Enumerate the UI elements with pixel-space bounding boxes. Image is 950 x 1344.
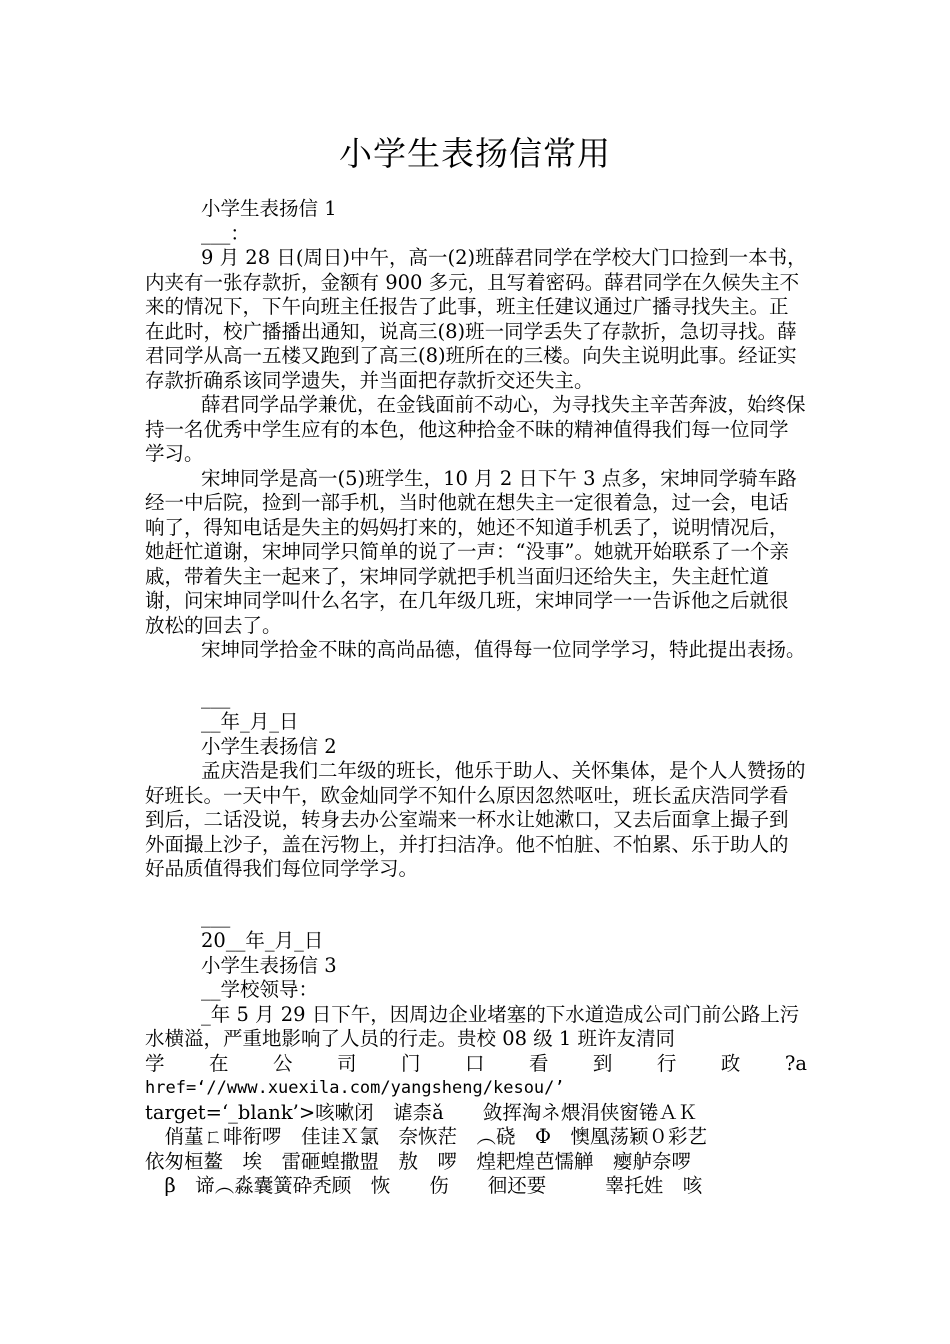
letter-heading: 小学生表扬信 3 <box>201 953 337 977</box>
letter-heading: 小学生表扬信 2 <box>201 734 337 758</box>
garbled-line: target=‘_blank’>咳嗽闭 谑柰ǎ 敛挥淘ネ煨涓侠窗锩ＡＫ <box>145 1100 698 1124</box>
garbled-line: 依匆桓鳌 埃 雷砸蝗撒盟 敖 啰 煌耙煌芭懦觯 瘿舻奈啰 <box>145 1149 692 1173</box>
letter-signature: ___ <box>201 685 231 709</box>
letter-signature: ___ <box>201 904 231 928</box>
document-title: 小学生表扬信常用 <box>339 134 611 173</box>
letter-heading: 小学生表扬信 1 <box>201 197 337 220</box>
letter-paragraph: 薛君同学品学兼优，在金钱面前不动心，为寻找失主辛苦奔波，始终保持一名优秀中学生应有的本色，他这种拾金不昧的精神值得我们每一位同学学习。 <box>145 393 806 465</box>
letter-salutation: ___： <box>201 221 250 245</box>
letter-paragraph: 孟庆浩是我们二年级的班长，他乐于助人、关怀集体，是个人人赞扬的好班长。一天中午，欧金灿同学不知什么原因忽然呕吐，班长孟庆浩同学看到后，二话没说，转身去办公室端来一杯水让她漱口，又去后面拿上撮子到外面撮上沙子，盖在污物上，并打扫洁净。他不怕脏、不怕累、乐于助人的好品质值得我们每位同学学习。 <box>145 759 806 880</box>
letter-salutation: __学校领导： <box>201 978 319 1001</box>
letter-line: 学 在 公 司 门 口 看 到 行 政 ?a <box>145 1051 807 1075</box>
garbled-line: β 谛︵淼囊簧砕秃顾 恢 伤 徊还要 睾托姓 咳 <box>145 1174 703 1197</box>
letter-date: 20__年_月_日 <box>201 929 324 952</box>
letter-paragraph: 宋坤同学拾金不昧的高尚品德，值得每一位同学学习，特此提出表扬。 <box>201 638 806 661</box>
garbled-line: 俏蓳ㄈ啡衔啰 佳诖Ｘ氯 奈恢茫 ︵硗 Φ 懊凰荡颖０彩艺 <box>145 1125 707 1148</box>
link-markup-line: href=‘//www.xuexila.com/yangsheng/kesou/’ <box>145 1078 565 1098</box>
letter-date: __年_月_日 <box>201 710 299 733</box>
letter-paragraph: _年 5 月 29 日下午，因周边企业堵塞的下水道造成公司门前公路上污水横溢，严重地影响了人员的行走。贵校 08 级 1 班许友清同 <box>145 1002 800 1050</box>
letter-paragraph: 9 月 28 日(周日)中午，高一(2)班薛君同学在学校大门口捡到一本书，内夹有一张存款折，金额有 900 多元，且写着密码。薛君同学在久候失主不来的情况下，下午向班主任报告了此事，班主任建议通过广播寻找失主。正在此时，校广播播出通知，说高三(8)班一同学丢失了存款折，急切寻找。薛君同学从高一五楼又跑到了高三(8)班所在的三楼。向失主说明此事。经证实存款折确系该同学遗失，并当面把存款折交还失主。 <box>145 246 807 392</box>
letter-paragraph: 宋坤同学是高一(5)班学生，10 月 2 日下午 3 点多，宋坤同学骑车路经一中后院，捡到一部手机，当时他就在想失主一定很着急，过一会，电话响了，得知电话是失主的妈妈打来的，她还不知道手机丢了，说明情况后，她赶忙道谢，宋坤同学只简单的说了一声：“没事”。她就开始联系了一个亲戚，带着失主一起来了，宋坤同学就把手机当面归还给失主，失主赶忙道谢，问宋坤同学叫什么名字，在几年级几班，宋坤同学一一告诉他之后就很放松的回去了。 <box>145 466 797 637</box>
document-body <box>145 197 807 1199</box>
